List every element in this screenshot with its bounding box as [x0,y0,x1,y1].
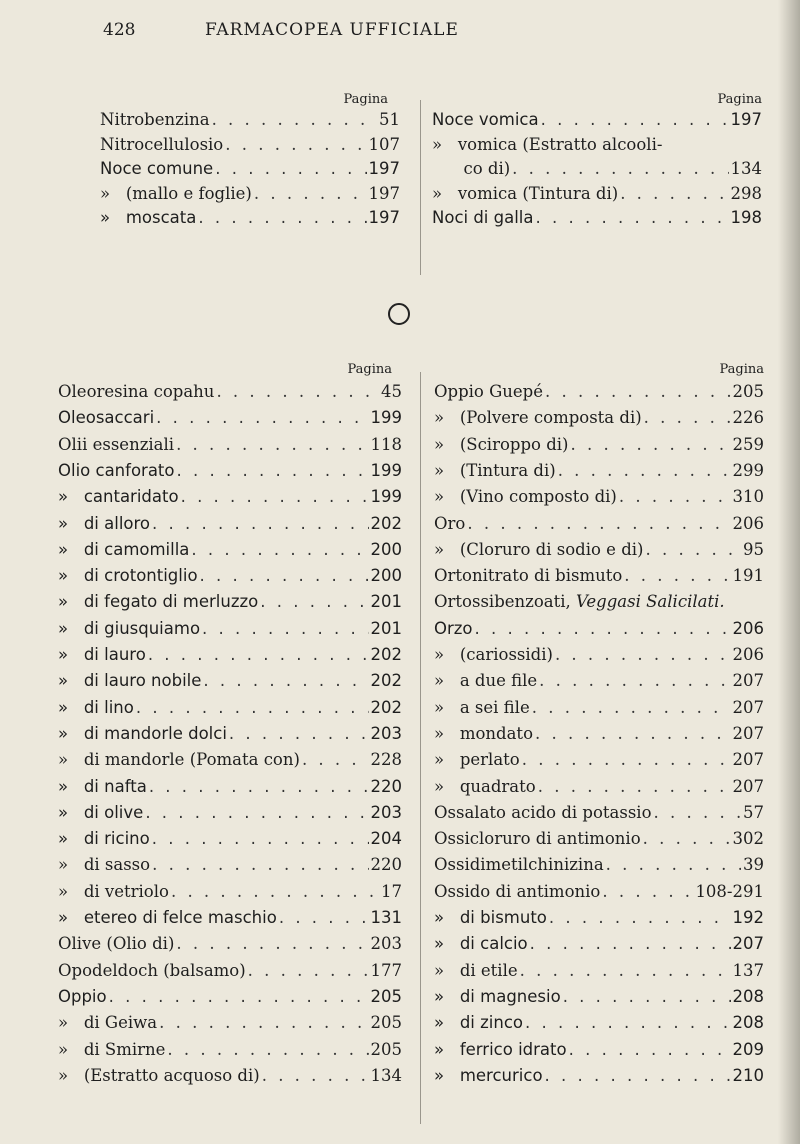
entry-page-number: 198 [730,208,762,227]
index-entry [434,619,764,638]
index-entry [434,750,764,769]
index-entry [434,566,764,585]
dot-leader [181,487,369,506]
index-entry [434,435,764,454]
entry-cross-reference: Veggasi Salicilati. [576,592,725,612]
index-entry [434,382,764,401]
entry-term: » a due file [434,671,538,691]
dot-leader [569,1040,731,1059]
index-entry [58,724,402,743]
dot-leader [571,435,731,454]
dot-leader [229,724,369,743]
dot-leader [202,619,368,638]
index-entry [434,724,764,743]
dot-leader [216,382,379,401]
entry-page-number: 197 [730,110,762,129]
index-entry [58,829,402,848]
index-entry [58,566,402,585]
dot-leader [152,855,368,874]
index-entry [58,382,402,401]
entry-term: Ossalato acido di potassio [434,802,652,822]
entry-term: Ossicloruro di antimonio [434,829,641,849]
index-entry [434,540,764,559]
index-entry [432,135,762,154]
entry-term: » cantaridato [58,487,179,507]
column-header: Pagina [343,92,388,107]
entry-term: Opodeldoch (balsamo) [58,960,246,980]
entry-page-number: 210 [732,1065,764,1085]
entry-term: » quadrato [434,776,536,796]
entry-term: » (mallo e foglie) [100,183,252,203]
entry-term: » di sasso [58,855,151,875]
entry-page-number: 57 [743,802,764,822]
entry-page-number: 206 [732,645,764,664]
index-entry [100,184,400,203]
entry-page-number: 302 [732,829,764,849]
dot-leader [645,540,741,559]
column-header: Pagina [717,92,762,107]
dot-leader [624,566,730,585]
entry-term: » moscata [100,208,197,227]
dot-leader [475,619,731,638]
entry-term: Olio canforato [58,460,175,480]
entry-term: Olive (Olio di) [58,934,175,954]
index-entry [58,645,402,664]
entry-page-number: 177 [370,960,402,980]
entry-term: » etereo di felce maschio [58,908,277,927]
index-entry [58,592,402,611]
index-entry [434,934,764,953]
index-entry [58,803,402,822]
entry-term: » di nafta [58,776,147,796]
index-entry [58,855,402,874]
dot-leader [643,829,731,848]
entry-page-number: 199 [370,487,402,507]
index-entry [434,987,764,1006]
dot-leader [149,777,369,796]
entry-term: » di magnesio [434,986,561,1006]
dot-leader [538,777,731,796]
entry-term: » (Estratto acquoso di) [58,1065,260,1085]
entry-page-number: 108-291 [695,881,764,901]
entry-page-number: 220 [370,855,402,875]
entry-page-number: 203 [370,934,402,954]
entry-page-number: 299 [732,460,764,480]
index-entry [100,110,400,129]
entry-term: Ossido di antimonio [434,881,601,901]
index-entry [434,408,764,427]
entry-page-number: 208 [732,1013,764,1033]
entry-page-number: 205 [370,1013,402,1033]
entry-page-number: 51 [379,110,400,129]
index-entry [434,908,764,927]
entry-term: » vomica (Tintura di) [432,183,619,203]
entry-term: » mondato [434,723,533,743]
entry-term: Orzo [434,618,473,638]
index-entry [58,934,402,953]
entry-term: » di olive [58,802,144,822]
column-divider [420,100,421,275]
dot-leader [606,855,741,874]
index-entry [58,961,402,980]
dot-leader [159,1013,368,1032]
entry-page-number: 197 [368,183,400,203]
dot-leader [654,803,741,822]
dot-leader [555,645,731,664]
index-entry [434,461,764,480]
entry-page-number: 192 [732,908,764,927]
entry-page-number: 205 [370,1039,402,1059]
top-right-column [432,92,762,302]
entry-page-number: 205 [370,986,402,1006]
entry-term: » (Vino composto di) [434,487,617,507]
index-entry [432,184,762,203]
entry-term: » di giusquiamo [58,618,201,638]
index-entry [58,671,402,690]
entry-page-number: 202 [370,645,402,664]
dot-leader [539,671,730,690]
index-entry [434,487,764,506]
index-entry [58,540,402,559]
dot-leader [176,435,368,454]
entry-term: » vomica (Estratto alcooli- [432,134,663,154]
index-entry [434,671,764,690]
index-entry [432,110,762,129]
entry-term: » di Smirne [58,1039,166,1059]
index-entry [434,777,764,796]
entry-page-number: 45 [381,382,402,401]
entry-term: » di mandorle (Pomata con) [58,750,300,770]
entry-term: Oleoresina copahu [58,382,215,401]
entry-page-number: 107 [368,134,400,154]
index-entry [432,159,762,178]
dot-leader [620,184,728,203]
entry-term: » a sei file [434,697,530,717]
column-header: Pagina [719,362,764,377]
dot-leader [203,671,368,690]
dot-leader [225,135,366,154]
entry-page-number: 204 [370,829,402,849]
index-entry [100,208,400,227]
dot-leader [602,882,693,901]
entry-page-number: 226 [732,408,764,428]
entry-page-number: 207 [732,697,764,717]
index-entry [434,1066,764,1085]
entry-page-number: 134 [370,1065,402,1085]
entry-page-number: 191 [732,566,764,586]
index-entry [58,514,402,533]
entry-page-number: 200 [370,539,402,559]
dot-leader [254,184,367,203]
dot-leader [198,208,366,227]
entry-page-number: 137 [732,960,764,980]
entry-term: Ortossibenzoati, [434,592,577,612]
entry-page-number: 131 [370,908,402,927]
dot-leader [260,592,368,611]
entry-term: » di Geiwa [58,1013,158,1033]
entry-term: Noce comune [100,159,214,178]
entry-page-number: 310 [732,487,764,507]
entry-term: » (Sciroppo di) [434,434,569,454]
entry-term: Oro [434,513,466,533]
dot-leader [302,750,369,769]
entry-term: Ortonitrato di bismuto [434,566,623,586]
entry-term: » di ricino [58,829,150,849]
index-entry [58,750,402,769]
entry-term: » di zinco [434,1013,524,1033]
entry-term: » (Cloruro di sodio e di) [434,539,644,559]
index-entry [58,408,402,427]
index-entry [58,487,402,506]
entry-page-number: 201 [370,618,402,638]
entry-term: » di lauro nobile [58,671,202,691]
entry-term: » perlato [434,750,520,770]
dot-leader [167,1040,368,1059]
page-number: 428 [103,20,136,40]
entry-page-number: 199 [370,460,402,480]
entry-page-number: 207 [732,750,764,770]
entry-term: » di mandorle dolci [58,723,227,743]
dot-leader [535,724,731,743]
bottom-right-column [434,362,764,1142]
dot-leader [530,934,731,953]
dot-leader [279,908,369,927]
entry-page-number: 259 [732,434,764,454]
entry-term: » di calcio [434,934,528,954]
entry-term: » di lino [58,697,134,717]
column-divider [420,372,421,1124]
entry-term: Nitrobenzina [100,110,210,129]
running-head: FARMACOPEA UFFICIALE [205,20,459,40]
entry-page-number: 206 [732,513,764,533]
entry-term: » ferrico idrato [434,1039,567,1059]
dot-leader [545,382,730,401]
entry-term: Olii essenziali [58,434,175,454]
index-entry [434,882,764,901]
entry-term: Oleosaccari [58,408,155,428]
dot-leader [549,908,731,927]
entry-term: Nitrocellulosio [100,134,224,154]
dot-leader [525,1013,730,1032]
entry-page-number: 208 [732,986,764,1006]
entry-page-number: 209 [732,1039,764,1059]
entry-term: Noce vomica [432,110,539,129]
entry-term: » di bismuto [434,908,547,927]
dot-leader [512,159,728,178]
entry-term: » di vetriolo [58,881,169,901]
entry-page-number: 202 [370,697,402,717]
entry-page-number: 228 [370,750,402,770]
entry-term: Oppio [58,986,107,1006]
entry-page-number: 207 [732,723,764,743]
entry-page-number: 207 [732,776,764,796]
index-entry [434,1013,764,1032]
dot-leader [152,514,368,533]
dot-leader [200,566,369,585]
index-entry [434,961,764,980]
index-entry [434,829,764,848]
entry-term: Ossidimetilchinizina [434,855,604,875]
dot-leader [532,698,731,717]
dot-leader [248,961,369,980]
entry-term: » (cariossidi) [434,645,553,664]
index-entry [58,461,402,480]
index-entry [58,1013,402,1032]
dot-leader [563,987,731,1006]
index-entry [434,855,764,874]
index-entry [100,159,400,178]
column-header: Pagina [347,362,392,377]
dot-leader [545,1066,731,1085]
dot-leader [619,487,731,506]
dot-leader [148,645,369,664]
dot-leader [152,829,369,848]
index-entry [58,435,402,454]
entry-term: Noci di galla [432,208,534,227]
dot-leader [156,408,368,427]
index-entry [432,208,762,227]
entry-term: » (Polvere composta di) [434,408,642,428]
bottom-left-column [58,362,402,1142]
entry-page-number: 202 [370,671,402,691]
dot-leader [536,208,729,227]
entry-page-number: 201 [370,592,402,612]
entry-page-number: 206 [732,618,764,638]
entry-page-number: 197 [368,208,400,227]
index-entry [434,592,764,611]
index-entry [58,908,402,927]
entry-term: co di) [432,159,511,178]
entry-page-number: 202 [370,513,402,533]
entry-term: » di lauro [58,645,146,664]
entry-term: Oppio Guepé [434,382,544,401]
entry-page-number: 134 [730,159,762,178]
index-entry [58,619,402,638]
entry-page-number: 95 [743,539,764,559]
dot-leader [212,110,377,129]
entry-term: » mercurico [434,1065,543,1085]
dot-leader [467,514,730,533]
entry-page-number: 298 [730,183,762,203]
dot-leader [176,934,368,953]
entry-term: » di fegato di merluzzo [58,592,259,612]
page-edge-shadow [778,0,800,1144]
top-left-column [100,92,400,302]
dot-leader [171,882,379,901]
section-letter-o-icon [388,303,410,325]
entry-page-number: 200 [370,566,402,586]
entry-term: » di camomilla [58,539,190,559]
dot-leader [644,408,731,427]
index-entry [434,514,764,533]
dot-leader [558,461,731,480]
index-entry [58,987,402,1006]
index-entry [100,135,400,154]
dot-leader [191,540,368,559]
entry-page-number: 118 [370,434,402,454]
index-entry [58,777,402,796]
index-entry [434,803,764,822]
entry-term: » di etile [434,960,518,980]
entry-page-number: 199 [370,408,402,428]
dot-leader [177,461,369,480]
dot-leader [262,1066,369,1085]
entry-page-number: 39 [743,855,764,875]
entry-term: » di crotontiglio [58,566,198,586]
index-entry [434,1040,764,1059]
index-entry [58,882,402,901]
dot-leader [215,159,366,178]
index-entry [58,1066,402,1085]
entry-page-number: 205 [732,382,764,401]
index-entry [434,645,764,664]
entry-page-number: 220 [370,776,402,796]
dot-leader [522,750,731,769]
entry-page-number: 197 [368,159,400,178]
entry-page-number: 207 [732,934,764,954]
entry-page-number: 17 [381,881,402,901]
entry-page-number: 203 [370,723,402,743]
index-entry [58,1040,402,1059]
entry-term: » (Tintura di) [434,460,556,480]
dot-leader [136,698,369,717]
dot-leader [520,961,731,980]
entry-page-number: 203 [370,802,402,822]
entry-term: » di alloro [58,513,151,533]
dot-leader [145,803,368,822]
dot-leader [541,110,729,129]
dot-leader [109,987,369,1006]
index-entry [58,698,402,717]
index-entry [434,698,764,717]
entry-page-number: 207 [732,671,764,691]
